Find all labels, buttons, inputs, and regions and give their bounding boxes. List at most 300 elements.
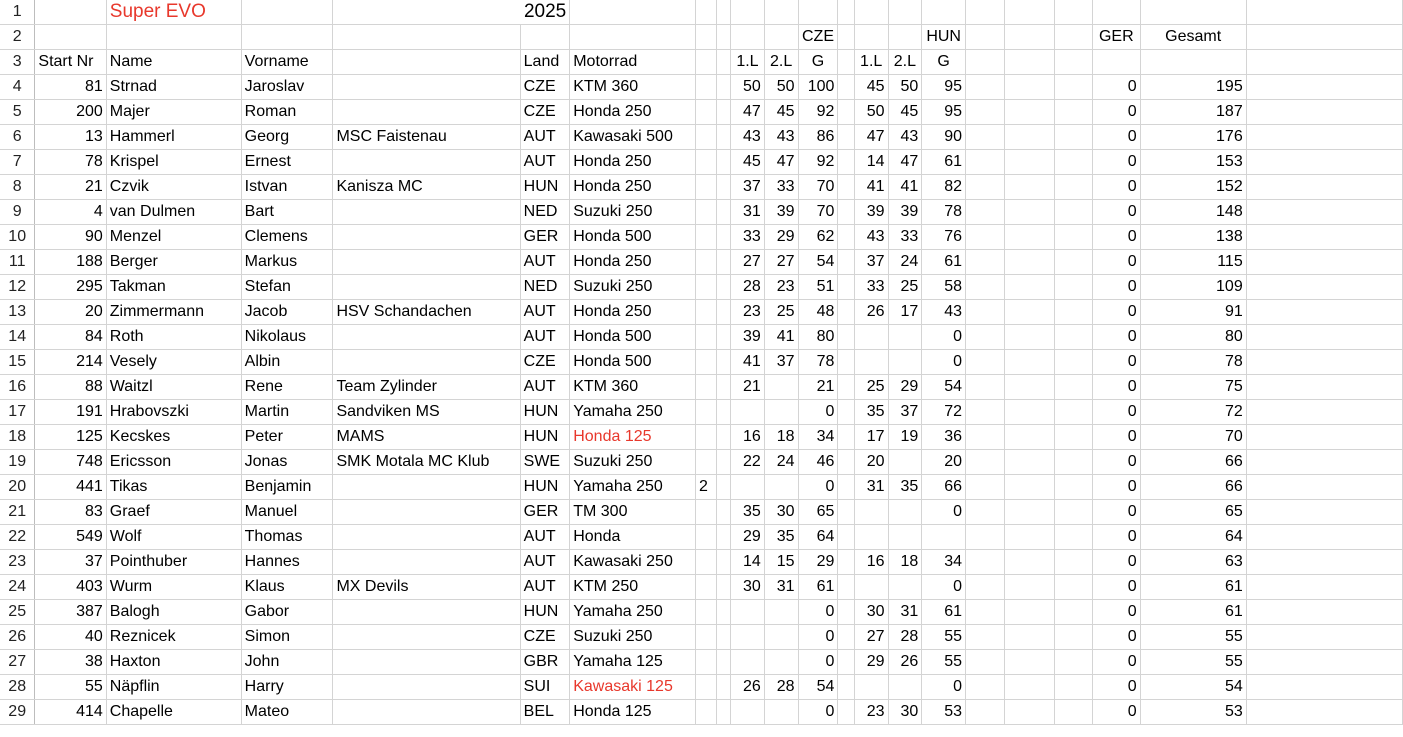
cell[interactable] <box>838 525 854 550</box>
cze-g-cell[interactable]: 80 <box>798 325 838 350</box>
cell[interactable] <box>1004 0 1054 25</box>
name-cell[interactable]: Hammerl <box>106 125 241 150</box>
vorname-cell[interactable]: Roman <box>241 100 333 125</box>
cell[interactable] <box>1246 200 1402 225</box>
club-cell[interactable] <box>333 75 520 100</box>
name-cell[interactable]: Ericsson <box>106 450 241 475</box>
land-cell[interactable]: AUT <box>520 250 570 275</box>
cze-g-cell[interactable]: 0 <box>798 700 838 725</box>
cze-l1-cell[interactable]: 37 <box>731 175 765 200</box>
hun-l2-cell[interactable] <box>888 500 922 525</box>
vorname-cell[interactable]: Klaus <box>241 575 333 600</box>
cell[interactable] <box>1246 325 1402 350</box>
cell[interactable] <box>966 50 1005 75</box>
cell[interactable] <box>716 450 731 475</box>
cze-g-cell[interactable]: 61 <box>798 575 838 600</box>
start-nr-cell[interactable]: 748 <box>35 450 106 475</box>
gesamt-cell[interactable]: 72 <box>1140 400 1246 425</box>
name-cell[interactable]: Tikas <box>106 475 241 500</box>
club-cell[interactable] <box>333 675 520 700</box>
cell[interactable] <box>966 125 1005 150</box>
motorrad-cell[interactable]: Yamaha 250 <box>570 475 696 500</box>
extra-cell[interactable] <box>695 375 716 400</box>
start-nr-cell[interactable]: 403 <box>35 575 106 600</box>
cell[interactable] <box>838 425 854 450</box>
cell[interactable] <box>716 50 731 75</box>
vorname-cell[interactable]: Stefan <box>241 275 333 300</box>
hun-g-cell[interactable]: 61 <box>922 250 966 275</box>
cell[interactable] <box>838 625 854 650</box>
cell[interactable] <box>1093 0 1141 25</box>
motorrad-cell[interactable]: KTM 360 <box>570 75 696 100</box>
motorrad-cell[interactable]: KTM 360 <box>570 375 696 400</box>
hun-l2-cell[interactable]: 45 <box>888 100 922 125</box>
cell[interactable] <box>966 650 1005 675</box>
land-cell[interactable]: AUT <box>520 125 570 150</box>
cell[interactable] <box>1004 250 1054 275</box>
cell[interactable] <box>966 500 1005 525</box>
cze-l2-cell[interactable]: 43 <box>764 125 798 150</box>
cell[interactable] <box>838 400 854 425</box>
cell[interactable] <box>1246 425 1402 450</box>
cell[interactable] <box>716 625 731 650</box>
ger-cell[interactable]: 0 <box>1093 400 1141 425</box>
cze-l1-cell[interactable] <box>731 475 765 500</box>
ger-cell[interactable]: 0 <box>1093 175 1141 200</box>
cze-g-cell[interactable]: 0 <box>798 650 838 675</box>
club-cell[interactable] <box>333 600 520 625</box>
cell[interactable] <box>1140 50 1246 75</box>
vorname-cell[interactable]: Mateo <box>241 700 333 725</box>
cell[interactable] <box>838 125 854 150</box>
hun-g-cell[interactable]: 76 <box>922 225 966 250</box>
cell[interactable] <box>1055 675 1093 700</box>
cell[interactable] <box>695 25 716 50</box>
cell[interactable] <box>764 25 798 50</box>
ger-cell[interactable]: 0 <box>1093 350 1141 375</box>
cell[interactable] <box>1055 50 1093 75</box>
cell[interactable] <box>966 150 1005 175</box>
name-cell[interactable]: Zimmermann <box>106 300 241 325</box>
cze-l1-cell[interactable]: 29 <box>731 525 765 550</box>
hun-g-cell[interactable]: 95 <box>922 75 966 100</box>
name-cell[interactable]: Pointhuber <box>106 550 241 575</box>
hun-g-cell[interactable]: 72 <box>922 400 966 425</box>
cell[interactable] <box>716 700 731 725</box>
hun-l1-cell[interactable]: 14 <box>854 150 888 175</box>
land-cell[interactable]: CZE <box>520 625 570 650</box>
cell[interactable] <box>106 25 241 50</box>
hun-l1-cell[interactable]: 26 <box>854 300 888 325</box>
cell[interactable] <box>716 575 731 600</box>
cell[interactable] <box>35 0 106 25</box>
vorname-cell[interactable]: Albin <box>241 350 333 375</box>
hun-g-cell[interactable]: 20 <box>922 450 966 475</box>
row-header[interactable]: 7 <box>0 150 35 175</box>
cell[interactable] <box>966 325 1005 350</box>
cze-g-cell[interactable]: 64 <box>798 525 838 550</box>
extra-cell[interactable] <box>695 650 716 675</box>
cell[interactable] <box>1246 275 1402 300</box>
cell[interactable] <box>333 50 520 75</box>
cell[interactable] <box>966 75 1005 100</box>
vorname-cell[interactable]: Manuel <box>241 500 333 525</box>
cell[interactable] <box>1246 175 1402 200</box>
cze-l1-cell[interactable] <box>731 625 765 650</box>
hun-g-cell[interactable]: 61 <box>922 150 966 175</box>
motorrad-cell[interactable]: Suzuki 250 <box>570 625 696 650</box>
start-nr-cell[interactable]: 78 <box>35 150 106 175</box>
cze-l2-cell[interactable]: 29 <box>764 225 798 250</box>
row-header[interactable]: 17 <box>0 400 35 425</box>
cze-l2-cell[interactable] <box>764 700 798 725</box>
hun-g-cell[interactable]: 90 <box>922 125 966 150</box>
extra-cell[interactable] <box>695 350 716 375</box>
cell[interactable] <box>333 25 520 50</box>
cell[interactable] <box>1246 150 1402 175</box>
cell[interactable] <box>1140 0 1246 25</box>
cze-g-cell[interactable]: 48 <box>798 300 838 325</box>
extra-cell[interactable] <box>695 175 716 200</box>
cell[interactable] <box>1004 25 1054 50</box>
cell[interactable] <box>1004 75 1054 100</box>
cell[interactable] <box>1246 550 1402 575</box>
hun-g-cell[interactable]: 58 <box>922 275 966 300</box>
cell[interactable] <box>838 50 854 75</box>
cell[interactable] <box>716 650 731 675</box>
row-header[interactable]: 18 <box>0 425 35 450</box>
cze-l2-cell[interactable]: 30 <box>764 500 798 525</box>
cell[interactable] <box>716 300 731 325</box>
gesamt-cell[interactable]: 64 <box>1140 525 1246 550</box>
row-header[interactable]: 28 <box>0 675 35 700</box>
cell[interactable] <box>1004 525 1054 550</box>
cze-l1-cell[interactable] <box>731 700 765 725</box>
ger-cell[interactable]: 0 <box>1093 650 1141 675</box>
vorname-cell[interactable]: Jacob <box>241 300 333 325</box>
cell[interactable] <box>1055 150 1093 175</box>
hun-g-cell[interactable]: 36 <box>922 425 966 450</box>
row-header[interactable]: 1 <box>0 0 35 25</box>
cell[interactable] <box>838 0 854 25</box>
extra-cell[interactable] <box>695 600 716 625</box>
vorname-cell[interactable]: Benjamin <box>241 475 333 500</box>
header-cze-g[interactable]: G <box>798 50 838 75</box>
cell[interactable] <box>1246 625 1402 650</box>
header-start-nr[interactable]: Start Nr <box>35 50 106 75</box>
cell[interactable] <box>1055 250 1093 275</box>
cell[interactable] <box>1055 300 1093 325</box>
row-header[interactable]: 19 <box>0 450 35 475</box>
cze-g-cell[interactable]: 0 <box>798 475 838 500</box>
gesamt-cell[interactable]: 176 <box>1140 125 1246 150</box>
extra-cell[interactable] <box>695 550 716 575</box>
land-cell[interactable]: HUN <box>520 175 570 200</box>
cell[interactable] <box>716 225 731 250</box>
hun-l1-cell[interactable]: 30 <box>854 600 888 625</box>
cell[interactable] <box>966 225 1005 250</box>
name-cell[interactable]: van Dulmen <box>106 200 241 225</box>
cell[interactable] <box>716 500 731 525</box>
cze-g-cell[interactable]: 51 <box>798 275 838 300</box>
hun-g-cell[interactable]: 66 <box>922 475 966 500</box>
hun-l2-cell[interactable] <box>888 325 922 350</box>
vorname-cell[interactable]: Peter <box>241 425 333 450</box>
cell[interactable] <box>966 175 1005 200</box>
hun-l1-cell[interactable]: 27 <box>854 625 888 650</box>
cze-l1-cell[interactable]: 28 <box>731 275 765 300</box>
cze-l2-cell[interactable]: 39 <box>764 200 798 225</box>
name-cell[interactable]: Graef <box>106 500 241 525</box>
cze-g-cell[interactable]: 62 <box>798 225 838 250</box>
start-nr-cell[interactable]: 214 <box>35 350 106 375</box>
land-cell[interactable]: HUN <box>520 400 570 425</box>
name-cell[interactable]: Roth <box>106 325 241 350</box>
hun-l1-cell[interactable]: 17 <box>854 425 888 450</box>
cell[interactable] <box>1004 200 1054 225</box>
extra-cell[interactable] <box>695 75 716 100</box>
name-cell[interactable]: Vesely <box>106 350 241 375</box>
hun-g-cell[interactable]: 61 <box>922 600 966 625</box>
ger-cell[interactable]: 0 <box>1093 425 1141 450</box>
cell[interactable] <box>838 225 854 250</box>
cell[interactable] <box>1246 25 1402 50</box>
land-cell[interactable]: GBR <box>520 650 570 675</box>
cell[interactable] <box>1055 625 1093 650</box>
start-nr-cell[interactable]: 37 <box>35 550 106 575</box>
header-name[interactable]: Name <box>106 50 241 75</box>
ger-cell[interactable]: 0 <box>1093 125 1141 150</box>
extra-cell[interactable] <box>695 525 716 550</box>
gesamt-cell[interactable]: 53 <box>1140 700 1246 725</box>
hun-l1-cell[interactable]: 45 <box>854 75 888 100</box>
gesamt-cell[interactable]: 195 <box>1140 75 1246 100</box>
motorrad-cell[interactable]: Suzuki 250 <box>570 450 696 475</box>
cell[interactable] <box>1004 275 1054 300</box>
cell[interactable] <box>1004 475 1054 500</box>
hun-l1-cell[interactable] <box>854 350 888 375</box>
extra-cell[interactable] <box>695 500 716 525</box>
cell[interactable] <box>966 525 1005 550</box>
cell[interactable] <box>1246 250 1402 275</box>
cell[interactable] <box>838 700 854 725</box>
cell[interactable] <box>1004 625 1054 650</box>
ger-cell[interactable]: 0 <box>1093 200 1141 225</box>
club-cell[interactable] <box>333 200 520 225</box>
ger-cell[interactable]: 0 <box>1093 600 1141 625</box>
cell[interactable] <box>1004 150 1054 175</box>
cze-l2-cell[interactable] <box>764 600 798 625</box>
cze-l2-cell[interactable]: 37 <box>764 350 798 375</box>
extra-cell[interactable] <box>695 200 716 225</box>
hun-l2-cell[interactable]: 17 <box>888 300 922 325</box>
club-cell[interactable]: Kanisza MC <box>333 175 520 200</box>
header-gesamt[interactable]: Gesamt <box>1140 25 1246 50</box>
start-nr-cell[interactable]: 55 <box>35 675 106 700</box>
vorname-cell[interactable]: Hannes <box>241 550 333 575</box>
cell[interactable] <box>1055 450 1093 475</box>
cell[interactable] <box>838 200 854 225</box>
ger-cell[interactable]: 0 <box>1093 575 1141 600</box>
club-cell[interactable]: Team Zylinder <box>333 375 520 400</box>
cell[interactable] <box>1055 500 1093 525</box>
gesamt-cell[interactable]: 78 <box>1140 350 1246 375</box>
club-cell[interactable]: SMK Motala MC Klub <box>333 450 520 475</box>
land-cell[interactable]: CZE <box>520 100 570 125</box>
vorname-cell[interactable]: Bart <box>241 200 333 225</box>
cze-l1-cell[interactable]: 27 <box>731 250 765 275</box>
sheet-title[interactable]: Super EVO <box>106 0 241 25</box>
row-header[interactable]: 4 <box>0 75 35 100</box>
vorname-cell[interactable]: Simon <box>241 625 333 650</box>
start-nr-cell[interactable]: 295 <box>35 275 106 300</box>
row-header[interactable]: 26 <box>0 625 35 650</box>
cze-g-cell[interactable]: 78 <box>798 350 838 375</box>
cell[interactable] <box>838 675 854 700</box>
cell[interactable] <box>1055 600 1093 625</box>
cell[interactable] <box>966 250 1005 275</box>
cell[interactable] <box>838 550 854 575</box>
cell[interactable] <box>838 600 854 625</box>
cell[interactable] <box>1246 375 1402 400</box>
start-nr-cell[interactable]: 13 <box>35 125 106 150</box>
cze-l1-cell[interactable]: 14 <box>731 550 765 575</box>
row-header[interactable]: 23 <box>0 550 35 575</box>
row-header[interactable]: 27 <box>0 650 35 675</box>
cell[interactable] <box>1055 0 1093 25</box>
start-nr-cell[interactable]: 81 <box>35 75 106 100</box>
cze-l2-cell[interactable] <box>764 400 798 425</box>
club-cell[interactable] <box>333 325 520 350</box>
cell[interactable] <box>1004 500 1054 525</box>
cell[interactable] <box>854 0 888 25</box>
cze-l1-cell[interactable]: 47 <box>731 100 765 125</box>
motorrad-cell[interactable]: Honda <box>570 525 696 550</box>
club-cell[interactable] <box>333 525 520 550</box>
row-header[interactable]: 29 <box>0 700 35 725</box>
start-nr-cell[interactable]: 414 <box>35 700 106 725</box>
hun-l2-cell[interactable]: 25 <box>888 275 922 300</box>
cell[interactable] <box>716 250 731 275</box>
ger-cell[interactable]: 0 <box>1093 625 1141 650</box>
cze-g-cell[interactable]: 0 <box>798 600 838 625</box>
hun-l1-cell[interactable] <box>854 525 888 550</box>
gesamt-cell[interactable]: 61 <box>1140 600 1246 625</box>
row-header[interactable]: 5 <box>0 100 35 125</box>
name-cell[interactable]: Berger <box>106 250 241 275</box>
cell[interactable] <box>1055 125 1093 150</box>
vorname-cell[interactable]: Jonas <box>241 450 333 475</box>
hun-l1-cell[interactable]: 50 <box>854 100 888 125</box>
cell[interactable] <box>966 0 1005 25</box>
cell[interactable] <box>838 375 854 400</box>
extra-cell[interactable] <box>695 275 716 300</box>
cze-l2-cell[interactable]: 18 <box>764 425 798 450</box>
hun-g-cell[interactable]: 82 <box>922 175 966 200</box>
hun-l2-cell[interactable]: 30 <box>888 700 922 725</box>
hun-l2-cell[interactable]: 28 <box>888 625 922 650</box>
vorname-cell[interactable]: Martin <box>241 400 333 425</box>
cell[interactable] <box>1246 0 1402 25</box>
hun-l1-cell[interactable]: 16 <box>854 550 888 575</box>
cell[interactable] <box>716 325 731 350</box>
cze-l2-cell[interactable]: 28 <box>764 675 798 700</box>
cell[interactable] <box>716 550 731 575</box>
cell[interactable] <box>1055 325 1093 350</box>
cell[interactable] <box>570 0 696 25</box>
name-cell[interactable]: Hrabovszki <box>106 400 241 425</box>
cell[interactable] <box>1246 700 1402 725</box>
motorrad-cell[interactable]: Suzuki 250 <box>570 275 696 300</box>
hun-l2-cell[interactable] <box>888 525 922 550</box>
hun-l2-cell[interactable]: 31 <box>888 600 922 625</box>
cell[interactable] <box>716 0 731 25</box>
hun-l1-cell[interactable]: 41 <box>854 175 888 200</box>
cell[interactable] <box>966 550 1005 575</box>
cell[interactable] <box>966 275 1005 300</box>
cze-l1-cell[interactable]: 21 <box>731 375 765 400</box>
hun-l1-cell[interactable]: 43 <box>854 225 888 250</box>
hun-g-cell[interactable]: 0 <box>922 350 966 375</box>
cell[interactable] <box>838 350 854 375</box>
row-header[interactable]: 10 <box>0 225 35 250</box>
cell[interactable] <box>966 575 1005 600</box>
gesamt-cell[interactable]: 115 <box>1140 250 1246 275</box>
cze-g-cell[interactable]: 29 <box>798 550 838 575</box>
motorrad-cell[interactable]: Honda 250 <box>570 300 696 325</box>
cell[interactable] <box>1093 50 1141 75</box>
motorrad-cell[interactable]: Honda 250 <box>570 150 696 175</box>
row-header[interactable]: 2 <box>0 25 35 50</box>
hun-l2-cell[interactable]: 24 <box>888 250 922 275</box>
header-vorname[interactable]: Vorname <box>241 50 333 75</box>
hun-l1-cell[interactable]: 23 <box>854 700 888 725</box>
club-cell[interactable] <box>333 550 520 575</box>
extra-cell[interactable] <box>695 675 716 700</box>
cell[interactable] <box>716 25 731 50</box>
name-cell[interactable]: Chapelle <box>106 700 241 725</box>
extra-cell[interactable] <box>695 450 716 475</box>
ger-cell[interactable]: 0 <box>1093 450 1141 475</box>
motorrad-cell[interactable]: Yamaha 125 <box>570 650 696 675</box>
cell[interactable] <box>922 0 966 25</box>
row-header[interactable]: 6 <box>0 125 35 150</box>
cell[interactable] <box>1055 175 1093 200</box>
cell[interactable] <box>838 500 854 525</box>
hun-l1-cell[interactable] <box>854 500 888 525</box>
land-cell[interactable]: AUT <box>520 300 570 325</box>
cell[interactable] <box>1055 350 1093 375</box>
vorname-cell[interactable]: Istvan <box>241 175 333 200</box>
cell[interactable] <box>716 425 731 450</box>
cell[interactable] <box>966 675 1005 700</box>
cze-g-cell[interactable]: 0 <box>798 625 838 650</box>
club-cell[interactable] <box>333 150 520 175</box>
cell[interactable] <box>1055 100 1093 125</box>
cell[interactable] <box>1246 100 1402 125</box>
name-cell[interactable]: Takman <box>106 275 241 300</box>
cze-g-cell[interactable]: 0 <box>798 400 838 425</box>
hun-g-cell[interactable]: 0 <box>922 500 966 525</box>
row-header[interactable]: 8 <box>0 175 35 200</box>
cze-g-cell[interactable]: 34 <box>798 425 838 450</box>
cell[interactable] <box>695 50 716 75</box>
hun-l1-cell[interactable] <box>854 325 888 350</box>
cze-g-cell[interactable]: 92 <box>798 150 838 175</box>
hun-l2-cell[interactable]: 50 <box>888 75 922 100</box>
name-cell[interactable]: Czvik <box>106 175 241 200</box>
cell[interactable] <box>1004 400 1054 425</box>
